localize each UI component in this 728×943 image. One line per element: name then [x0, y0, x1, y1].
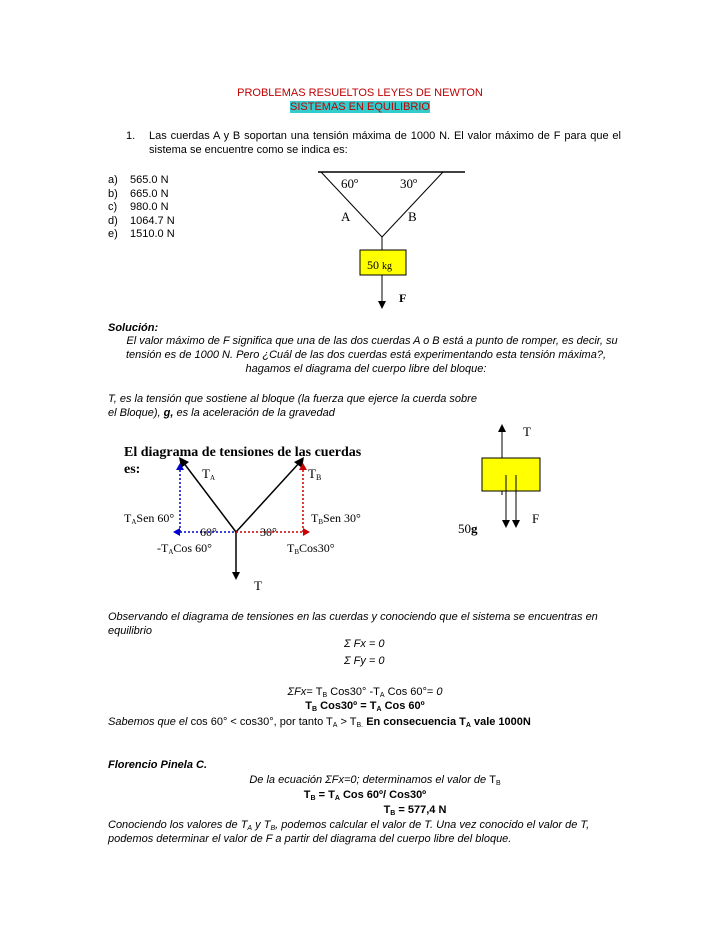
problem-number: 1. — [126, 130, 136, 142]
fbd-t-arrowhead — [498, 424, 506, 432]
ta-label: TA — [202, 466, 216, 482]
fbd-block — [482, 458, 540, 491]
fbd-f-arrowhead — [512, 520, 520, 528]
sum-fy: Σ Fy = 0 — [344, 655, 385, 667]
diagram-heading: El diagrama de tensiones de las cuerdas es: — [124, 445, 362, 477]
derivation-text: De la ecuación ΣFx=0; determinamos el valor de $T_B$ — [249, 774, 501, 787]
angle-30-label: 30º — [400, 176, 418, 191]
sum-fx: Σ Fx = 0 — [344, 638, 385, 650]
t-arrowhead — [232, 572, 240, 580]
tb-cos-arrowhead — [303, 528, 310, 536]
ta-cos-arrowhead — [173, 528, 180, 536]
author: Florencio Pinela C. — [108, 759, 208, 771]
figure-hanging-block — [300, 165, 480, 310]
angle-30-text: 30° — [260, 525, 277, 539]
tb-equation-1: $T_B = T_A$ Cos 60º/ Cos30º — [303, 789, 427, 802]
tb-label: TB — [308, 466, 322, 482]
tb-vector — [236, 462, 300, 532]
sabemos-text: Sabemos que el cos 60° < cos30°, por tanto $T_A > T_{B.}$ En consecuencia $T_A$ vale 1000N — [108, 716, 531, 729]
problem-text: Las cuerdas A y B soportan una tensión máxima de 1000 N. El valor máximo de F para que el sistema se encuentre como se indica es: — [149, 130, 621, 156]
option-e: e) 1510.0 N — [108, 228, 175, 240]
title-line1: PROBLEMAS RESUELTOS LEYES DE NEWTON — [237, 87, 483, 99]
title-line2-wrap — [200, 100, 520, 114]
solution-para2: T, es la tensión que sostiene al bloque (la fuerza que ejerce la cuerda sobre el Bloque), g, es la aceleración de la gravedad — [108, 393, 477, 419]
option-b: b) 665.0 N — [108, 187, 169, 200]
ta-cos-label: -TACos 60° — [157, 541, 212, 556]
observe-text: Observando el diagrama de tensiones en las cuerdas y conociendo que el sistema se encuentras en equilibrio — [108, 611, 598, 637]
angle-60-text: 60° — [200, 525, 217, 539]
final-text: Conociendo los valores de $T_A$ y $T_B$, podemos calcular el valor de T. Una vez conocido el valor de T, podemos determinar el valor de F a partir del diagrama del cuerpo libre del bloque. — [108, 819, 590, 845]
option-a: a) 565.0 N — [108, 174, 169, 186]
tb-sen-label: TBSen 30° — [311, 511, 361, 526]
force-label: F — [399, 291, 407, 305]
fbd-f-label: F — [532, 511, 540, 526]
option-d: d) 1064.7 N — [108, 214, 175, 227]
equation-2: $T_B$ Cos30º = $T_A$ Cos 60º — [305, 700, 425, 713]
rope-b-label: B — [408, 209, 417, 224]
ta-sen-label: TASen 60° — [124, 511, 175, 526]
fbd-t-label: T — [523, 424, 531, 439]
free-body-diagram — [450, 420, 570, 540]
t-label: T — [254, 578, 262, 593]
solution-heading: Solución: — [108, 322, 159, 334]
angle-60-label: 60º — [341, 176, 359, 191]
equation-1: $\Sigma Fx= T_B$ Cos30° $-T_A$ Cos 60°= 0 — [287, 686, 443, 699]
title-line2: SISTEMAS EN EQUILIBRIO — [290, 101, 430, 113]
force-arrowhead — [378, 301, 386, 309]
mass-label: 50 kg — [367, 258, 392, 272]
solution-para1: El valor máximo de F significa que una de las dos cuerdas A o B está a punto de romper, es decir, su tensión es de 1000 N. Pero ¿Cuál de las dos cuerdas está experimentando esta tensión máxima?, hagamos el diagrama del cuerpo libre del bloque: — [126, 335, 618, 375]
option-c: c) 980.0 N — [108, 201, 169, 213]
fbd-weight-arrowhead — [502, 520, 510, 528]
tension-diagram — [120, 456, 390, 596]
tb-equation-2: $T_B = 577,4$ N — [383, 804, 447, 817]
rope-a-label: A — [341, 209, 351, 224]
tb-cos-label: TBCos30° — [287, 541, 335, 556]
fbd-weight-label: 50g — [458, 521, 478, 536]
options-list — [108, 174, 175, 242]
